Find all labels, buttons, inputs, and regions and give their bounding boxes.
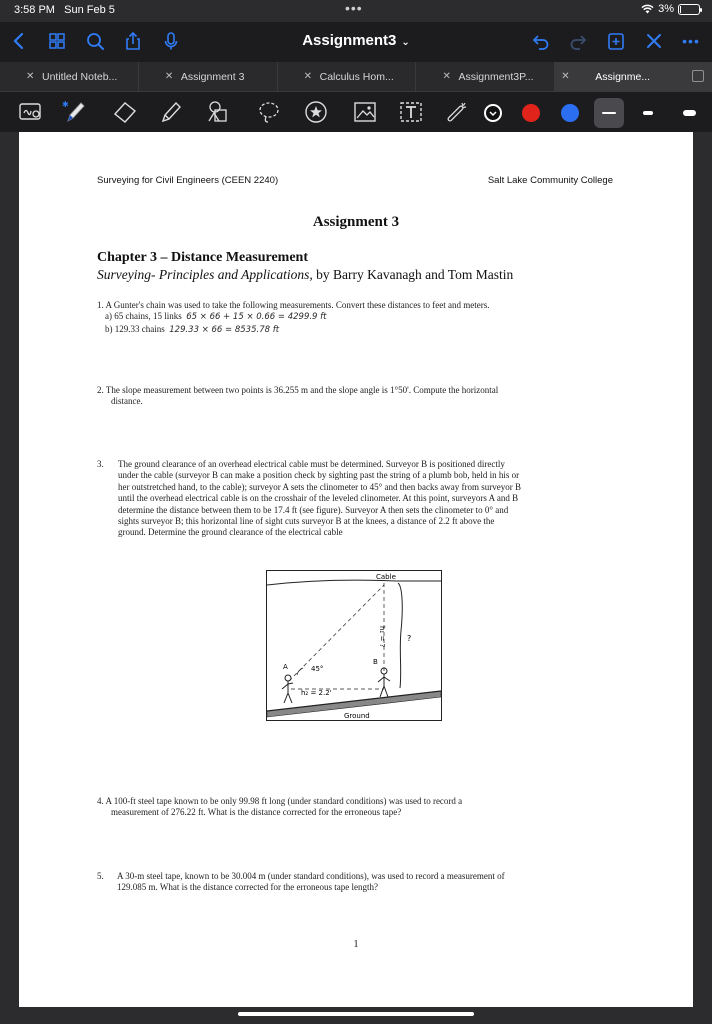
- question-text: [117, 871, 617, 894]
- question-text: [118, 459, 618, 539]
- figure-label-b: B: [373, 658, 378, 666]
- question-text: 2. The slope measurement between two points is 36.255 m and the slope angle is 1°50'. Compute the horizontal: [97, 385, 499, 395]
- eraser-icon[interactable]: [112, 99, 138, 125]
- tab-assignment3p[interactable]: [416, 62, 555, 92]
- tab-label: Untitled Noteb...: [42, 71, 118, 83]
- question-text: distance.: [111, 396, 143, 407]
- text-line: A 30-m steel tape, known to be 30.004 m (under standard conditions), was used to record a measurement of: [117, 871, 505, 881]
- ground-surface: [267, 691, 441, 711]
- question-4: [97, 796, 462, 819]
- svg-text:✱: ✱: [62, 100, 69, 109]
- shapes-icon[interactable]: [206, 99, 232, 125]
- window-icon[interactable]: [692, 70, 704, 82]
- close-icon[interactable]: [643, 30, 665, 52]
- book-reference: [97, 267, 513, 283]
- question-part: a) 65 chains, 15 links: [105, 311, 182, 322]
- cable-line: [267, 580, 441, 585]
- assignment-title: Assignment 3: [312, 214, 400, 230]
- figure-label-question: ?: [407, 634, 412, 643]
- tab-label: Assignment3P...: [458, 71, 534, 83]
- tab-bar: [0, 62, 712, 92]
- question-number: 5.: [97, 871, 104, 881]
- text-line: until the overhead electrical cable is on the crosshair of the leveled clinometer. At this point, surveyors A and B: [118, 493, 519, 504]
- question-part: b) 129.33 chains: [105, 323, 165, 334]
- figure-label-ground: Ground: [344, 712, 370, 720]
- question-1b: [97, 324, 490, 336]
- color-red[interactable]: [522, 104, 540, 122]
- text-line: determine the distance between them to be 17.4 ft (see figure). Surveyor A then sets the clinometer to 0° and: [118, 504, 509, 515]
- tab-calculus-homework[interactable]: [278, 62, 417, 92]
- sight-line-45: [289, 585, 384, 681]
- wifi-icon: [641, 4, 654, 14]
- book-title: Surveying- Principles and Applications,: [97, 267, 313, 282]
- image-icon[interactable]: [352, 99, 378, 125]
- tab-close-icon[interactable]: ✕: [561, 71, 570, 82]
- laser-icon[interactable]: [444, 99, 470, 125]
- tab-untitled-notebook[interactable]: [0, 62, 139, 92]
- document-page[interactable]: [19, 132, 693, 1007]
- figure-label-h2: h₂ = 2.2': [301, 689, 332, 697]
- color-black[interactable]: [484, 104, 502, 122]
- handwritten-answer: 129.33 × 66 = 8535.78 ft: [169, 324, 280, 335]
- highlighter-icon[interactable]: [158, 99, 184, 125]
- question-2: [97, 385, 498, 408]
- chapter-heading: Chapter 3 – Distance Measurement: [97, 250, 309, 265]
- clearance-brace: [398, 583, 402, 688]
- figure-label-angle: 45°: [311, 665, 324, 673]
- college-header: Salt Lake Community College: [487, 175, 613, 186]
- home-indicator[interactable]: [238, 1012, 474, 1016]
- course-header: Surveying for Civil Engineers (CEEN 2240): [97, 175, 279, 186]
- tab-label: Assignment 3: [180, 71, 245, 83]
- navigation-bar: [0, 22, 712, 62]
- chevron-down-icon: ⌄: [401, 37, 410, 48]
- document-title: Assignment3: [302, 32, 397, 49]
- tab-close-icon[interactable]: ✕: [303, 71, 313, 82]
- text-line: ground. Determine the ground clearance of the electrical cable: [118, 527, 343, 538]
- surveyor-b: [378, 668, 390, 697]
- pen-icon[interactable]: [62, 99, 88, 125]
- redo-icon[interactable]: [567, 30, 589, 52]
- text-line: under the cable (surveyor B can make a position check by sighting past the string of a plumb bob, held in his or: [118, 470, 520, 481]
- tab-close-icon[interactable]: ✕: [164, 71, 174, 82]
- sticker-icon[interactable]: [303, 99, 329, 125]
- tab-close-icon[interactable]: ✕: [442, 71, 451, 82]
- figure-label-h1: h₁ = ?: [378, 626, 386, 648]
- tab-label: Assignme...: [595, 71, 651, 83]
- color-blue[interactable]: [561, 104, 579, 122]
- question-text: 1. A Gunter's chain was used to take the following measurements. Convert these distances to feet and meters.: [97, 300, 490, 310]
- text-line: sights surveyor B; this horizontal line of sight cuts surveyor B at the knees, a distance of 2.2 ft above the: [118, 516, 495, 527]
- tab-close-icon[interactable]: ✕: [26, 71, 35, 82]
- text-line: her outstretched hand, to the cable); surveyor A sets the clinometer to 45° and then backs away from surveyor B: [118, 481, 521, 492]
- status-time: 3:58 PM Sun Feb 5: [14, 4, 115, 16]
- tab-assignment-active[interactable]: [555, 62, 712, 92]
- undo-icon[interactable]: [530, 30, 552, 52]
- status-right: [641, 3, 700, 15]
- chevron-down-icon: [486, 106, 500, 120]
- battery-percent: 3%: [658, 3, 674, 15]
- question-text: 4. A 100-ft steel tape known to be only 99.98 ft long (under standard conditions) was used to record a: [97, 796, 463, 806]
- drawing-toolbar: [0, 92, 712, 132]
- figure-label-cable: Cable: [376, 573, 396, 581]
- battery-icon: [678, 4, 700, 15]
- stroke-thin[interactable]: [594, 98, 624, 128]
- multitasking-dots[interactable]: •••: [345, 0, 363, 16]
- angle-arc: [297, 668, 303, 675]
- question-1: [97, 300, 490, 336]
- page-number: 1: [353, 939, 359, 950]
- question-text: measurement of 276.22 ft. What is the distance corrected for the erroneous tape?: [111, 807, 402, 818]
- tab-assignment-3[interactable]: [139, 62, 278, 92]
- text-line: The ground clearance of an overhead electrical cable must be determined. Surveyor B is positioned directly: [118, 459, 505, 469]
- add-page-icon[interactable]: [605, 30, 627, 52]
- handwritten-answer: 65 × 66 + 15 × 0.66 = 4299.9 ft: [186, 312, 327, 323]
- text-line: 129.085 m. What is the distance corrected for the erroneous tape length?: [117, 882, 378, 893]
- text-icon[interactable]: [398, 99, 424, 125]
- book-authors: by Barry Kavanagh and Tom Mastin: [312, 267, 514, 282]
- question-1a: [97, 311, 490, 323]
- read-mode-icon[interactable]: [18, 99, 44, 125]
- lasso-icon[interactable]: [256, 99, 282, 125]
- figure-label-a: A: [283, 663, 288, 671]
- status-bar: [0, 0, 712, 22]
- cable-clearance-figure: [266, 570, 442, 721]
- question-number: 3.: [97, 459, 104, 469]
- more-icon[interactable]: •••: [682, 33, 700, 49]
- tab-label: Calculus Hom...: [319, 71, 394, 83]
